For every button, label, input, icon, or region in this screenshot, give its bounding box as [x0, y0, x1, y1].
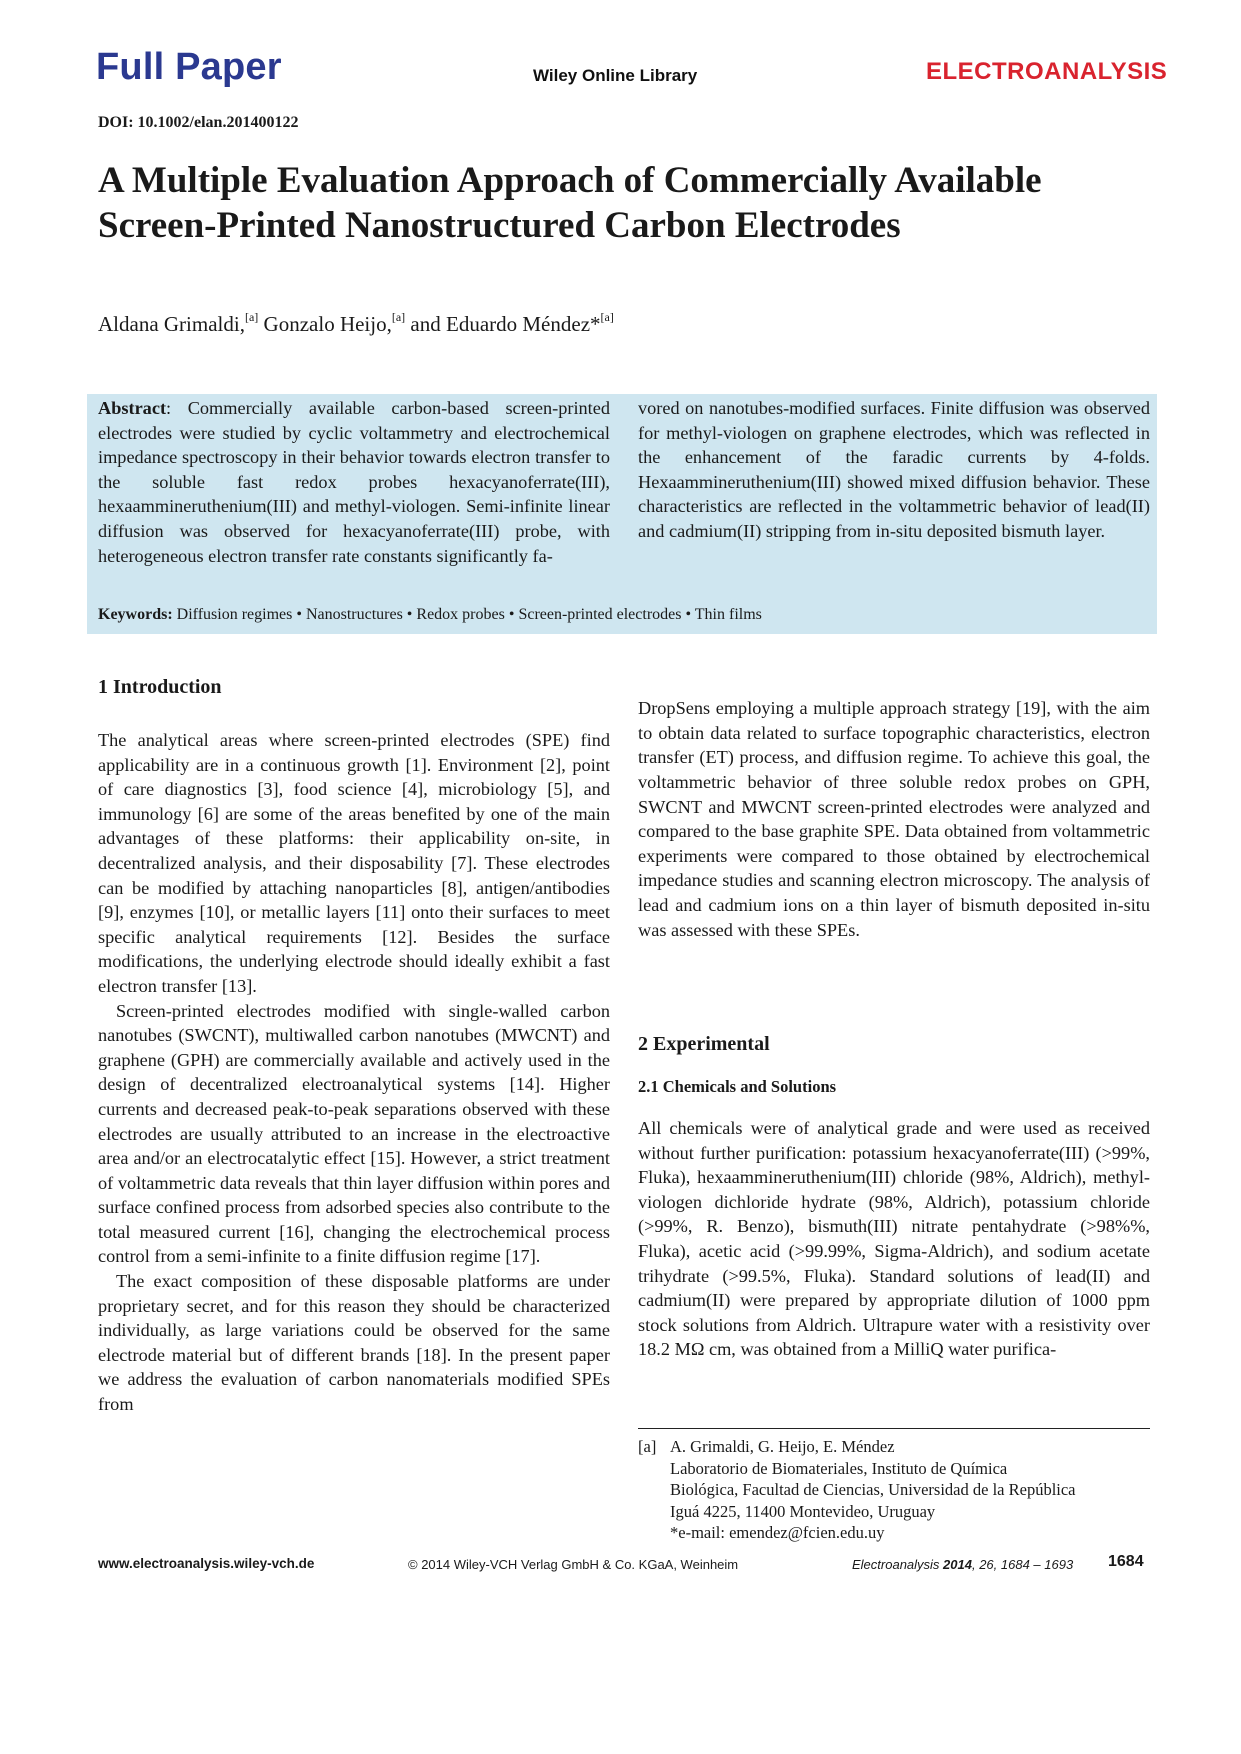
footer-citation: [852, 1557, 1073, 1572]
author-1: Aldana Grimaldi,: [98, 312, 245, 336]
affiliation-mark-1: [a]: [244, 310, 259, 324]
journal-name: ELECTROANALYSIS: [926, 58, 1168, 85]
doi: DOI: 10.1002/elan.201400122: [98, 114, 299, 131]
intro-continuation: [638, 678, 1150, 961]
chemicals-subheading: 2.1 Chemicals and Solutions: [638, 1077, 837, 1096]
intro-paragraph-2: Screen-printed electrodes modified with single-walled carbon nanotubes (SWCNT), multiwalled carbon nanotubes (MWCNT) and graphene (GPH) are commercially available and actively used in the design of decentralized electroanalytical systems [14]. Higher currents and decreased peak-to-peak separations observed with these electrodes are usually attributed to an increase in the electroactive area and/or an electrocatalytic effect [15]. However, a strict treatment of voltammetric data reveals that thin layer diffusion within pores and surface confined process from adsorbed species also contribute to the total measured current [16], changing the electrochemical process control from a semi-infinite to a finite diffusion regime [17].: [98, 1000, 610, 1267]
author-2: Gonzalo Heijo,: [258, 312, 392, 336]
intro-paragraph-1: The analytical areas where screen-printed electrodes (SPE) find applicability are in a continuous growth [1]. Environment [2], point of care diagnostics [3], food science [4], microbiology [5], and immunology [6] are some of the areas benefited by one of the main advantages of these platforms: their applicability on-site, in decentralized analysis, and their disposability [7]. These electrodes can be modified by attaching nanoparticles [8], antigen/antibodies [9], enzymes [10], or metallic layers [11] onto their surfaces to meet specific analytical requirements [12]. Besides the surface modifications, the underlying electrode should ideally exhibit a fast electron transfer [13].: [98, 730, 610, 996]
affiliation-footnote: [638, 1436, 1150, 1544]
affiliation-mark-3: [a]: [600, 310, 614, 324]
publisher-name: Wiley Online Library: [533, 66, 698, 85]
chemicals-paragraph: All chemicals were of analytical grade and were used as received without further purification: potassium hexacyanoferrate(III) (>99%, Fluka), hexaammineruthenium(III) chloride (98%, Aldrich), methyl-viologen dichloride hydrate (98%, Aldrich), potassium chloride (>99%, R. Benzo), bismuth(III) nitrate pentahydrate (>98%%, Fluka), acetic acid (>99.99%, Sigma-Aldrich), and sodium acetate trihydrate (>99.5%, Fluka). Standard solutions of lead(II) and cadmium(II) were prepared by appropriate dilution of 1000 ppm stock solutions from Aldrich. Ultrapure water with a resistivity over 18.2 MΩ cm, was obtained from a MilliQ water purifica-: [638, 1118, 1150, 1360]
abstract-right-column: [638, 396, 1150, 544]
keywords-label: Keywords:: [98, 606, 173, 623]
author-3: and Eduardo Méndez*: [405, 312, 601, 336]
footnote-email: *e-mail: emendez@fcien.edu.uy: [670, 1523, 885, 1542]
abstract-label: Abstract: [98, 398, 167, 418]
abstract-left-column: [98, 396, 610, 568]
abstract-text-right: vored on nanotubes-modified surfaces. Finite diffusion was observed for methyl-viologen on graphene electrodes, which was reflected in the enhancement of the faradic currents by 4-folds. Hexaammineruthenium(III) showed mixed diffusion behavior. These characteristics are reflected in the voltammetric behavior of lead(II) and cadmium(II) stripping from in-situ deposited bismuth layer.: [638, 398, 1150, 541]
footer-year: 2014: [943, 1557, 972, 1572]
footnote-mark: [a]: [638, 1437, 657, 1456]
footer-journal: Electroanalysis: [852, 1557, 944, 1572]
footnote-authors: A. Grimaldi, G. Heijo, E. Méndez: [670, 1437, 895, 1456]
paper-title: A Multiple Evaluation Approach of Commercially Available Screen-Printed Nanostructured Carbon Electrodes: [98, 160, 1042, 246]
footer-volume-pages: , 26, 1684 – 1693: [971, 1557, 1074, 1572]
intro-paragraph-4: DropSens employing a multiple approach strategy [19], with the aim to obtain data related to surface topographic characteristics, electron transfer (ET) process, and diffusion regime. To achieve this goal, the voltammetric behavior of three soluble redox probes on GPH, SWCNT and MWCNT screen-printed electrodes were analyzed and compared to the base graphite SPE. Data obtained from voltammetric experiments were compared to those obtained by electrochemical impedance studies and scanning electron microscopy. The analysis of lead and cadmium ions on a thin layer of bismuth deposited in-situ was assessed with these SPEs.: [638, 698, 1150, 940]
author-list: [98, 312, 614, 337]
footnote-address: Iguá 4225, 11400 Montevideo, Uruguay: [670, 1501, 936, 1521]
footnote-lab: Laboratorio de Biomateriales, Instituto de Química: [670, 1458, 1008, 1478]
page-number: 1684: [1108, 1553, 1144, 1570]
keywords: [98, 606, 1148, 624]
footer-url: www.electroanalysis.wiley-vch.de: [98, 1556, 315, 1571]
section-label: Full Paper: [96, 46, 282, 88]
keywords-text: Diffusion regimes • Nanostructures • Redox probes • Screen-printed electrodes • Thin films: [176, 606, 762, 623]
footer-copyright: © 2014 Wiley-VCH Verlag GmbH & Co. KGaA, Weinheim: [408, 1557, 739, 1572]
affiliation-mark-2: [a]: [391, 310, 406, 324]
introduction-heading: 1 Introduction: [98, 676, 222, 698]
experimental-heading: 2 Experimental: [638, 1033, 770, 1055]
footnote-faculty: Biológica, Facultad de Ciencias, Universidad de la República: [670, 1480, 1076, 1499]
intro-paragraph-3: The exact composition of these disposable platforms are under proprietary secret, and for this reason they should be characterized individually, as large variations could be observed for the same electrode material but of different brands [18]. In the present paper we address the evaluation of carbon nanomaterials modified SPEs from: [98, 1271, 610, 1415]
introduction-column: [98, 728, 610, 1417]
abstract-text-left: : Commercially available carbon-based screen-printed electrodes were studied by cyclic voltammetry and electrochemical impedance spectroscopy in their behavior towards electron transfer to the soluble fast redox probes hexacyanoferrate(III), hexaammineruthenium(III) and methyl-viologen. Semi-infinite linear diffusion was observed for hexacyanoferrate(III) probe, with heterogeneous electron transfer rate constants significantly fa-: [98, 398, 610, 566]
footnote-divider: [638, 1428, 1150, 1429]
